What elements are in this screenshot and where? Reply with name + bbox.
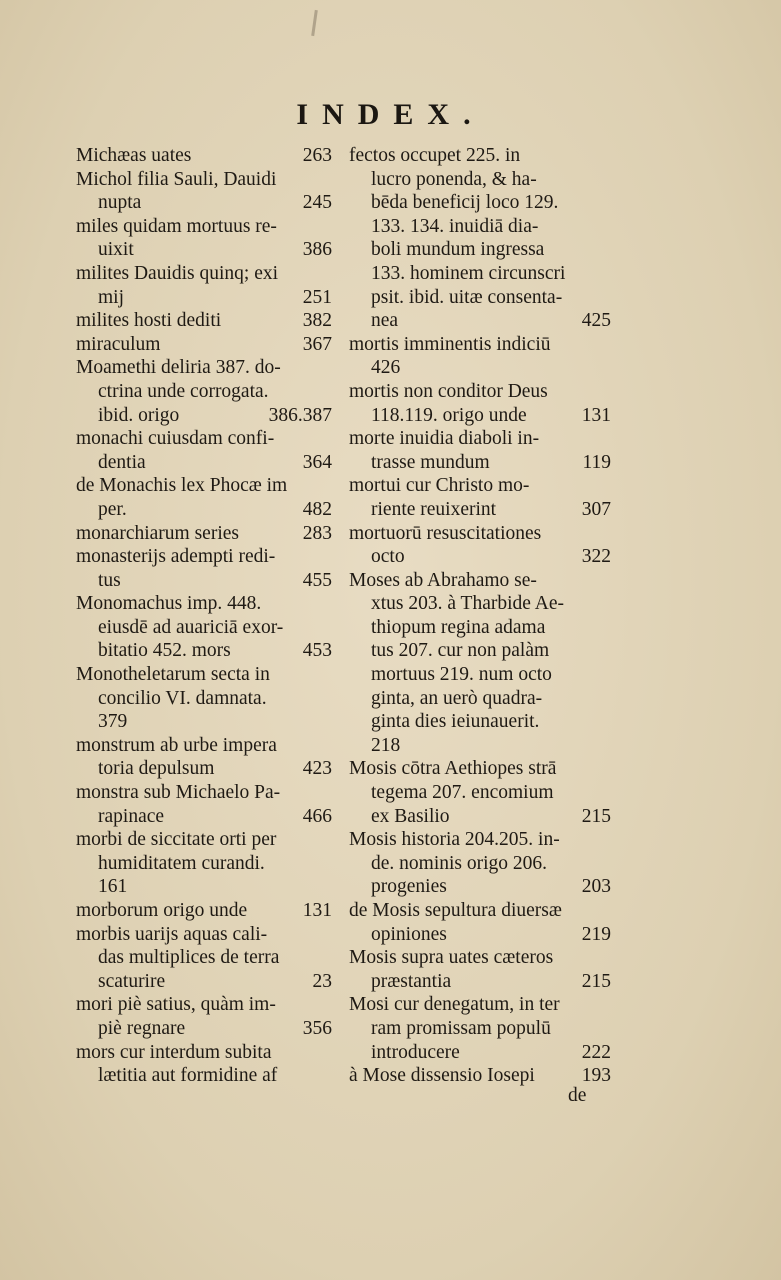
index-entry: [349, 757, 611, 828]
entry-line: [349, 781, 611, 805]
page-ref: 131: [581, 404, 611, 426]
entry-text: scaturire: [98, 970, 166, 992]
entry-line: [76, 946, 332, 970]
entry-line: [76, 215, 332, 239]
entry-line: [76, 663, 332, 687]
entry-text: opiniones: [371, 923, 447, 945]
page-ref: [326, 923, 332, 947]
index-entry: [76, 215, 332, 262]
page-ref: [326, 262, 332, 286]
page-ref: [326, 474, 332, 498]
page-header: INDEX.: [296, 98, 485, 131]
page-ref: 219: [581, 923, 611, 945]
entry-text: psit. ibid. uitæ consenta-: [371, 286, 563, 308]
entry-text: mortis imminentis indiciū: [349, 333, 551, 355]
entry-line: [76, 309, 332, 333]
entry-text: de Mosis sepultura diuersæ: [349, 900, 562, 921]
page-ref: [605, 946, 611, 970]
entry-line: [349, 757, 611, 781]
page-ref: 322: [581, 546, 611, 568]
entry-text: Moamethi deliria 387. do-: [76, 357, 281, 379]
page-ref: 23: [312, 970, 332, 992]
page-ref: [326, 1064, 332, 1088]
entry-text: morte inuidia diaboli in-: [349, 428, 540, 450]
entry-line: [76, 687, 332, 711]
entry-line: [76, 569, 332, 593]
index-entry: [76, 828, 332, 899]
entry-text: monarchiarum series: [76, 522, 239, 544]
entry-text: Mosi cur denegatum, in ter: [349, 994, 560, 1016]
index-entry: [76, 1041, 332, 1088]
entry-text: das multiplices de terra: [98, 947, 280, 969]
page-ref: 251: [302, 286, 332, 308]
index-entry: [76, 262, 332, 309]
page-ref: [326, 1041, 332, 1065]
entry-line: [349, 569, 611, 593]
page-ref: [326, 687, 332, 711]
index-entry: [76, 356, 332, 427]
entry-line: [349, 710, 611, 734]
entry-line: [349, 875, 611, 899]
page-ref: 482: [302, 498, 332, 520]
entry-line: [76, 498, 332, 522]
entry-line: [76, 970, 332, 994]
entry-line: [76, 616, 332, 640]
page-ref: [605, 734, 611, 758]
entry-line: [349, 522, 611, 546]
page-ref: [605, 616, 611, 640]
entry-text: de. nominis origo 206.: [371, 852, 548, 874]
entry-text: ctrina unde corrogata.: [98, 380, 269, 402]
index-entry: [349, 569, 611, 758]
entry-line: [76, 1017, 332, 1041]
entry-line: [349, 333, 611, 357]
page-ref: 283: [302, 522, 332, 544]
entry-line: [76, 238, 332, 262]
entry-line: [349, 805, 611, 829]
entry-line: [76, 899, 332, 923]
entry-text: lucro ponenda, & ha-: [371, 168, 537, 190]
entry-line: [76, 734, 332, 758]
index-entry: [76, 427, 332, 474]
entry-line: [76, 474, 332, 498]
page-ref: [605, 592, 611, 616]
index-entry: [76, 592, 332, 663]
entry-line: [76, 781, 332, 805]
index-entry: [76, 899, 332, 923]
page-ref: [605, 1017, 611, 1041]
index-column-left: [76, 144, 332, 1088]
entry-text: miraculum: [76, 333, 161, 355]
entry-text: monstra sub Michaelo Pa-: [76, 782, 281, 804]
entry-line: [76, 875, 332, 899]
entry-line: [349, 498, 611, 522]
page-ref: [326, 828, 332, 852]
page-ref: [326, 616, 332, 640]
entry-text: tegema 207. encomium: [371, 782, 554, 804]
entry-line: [76, 545, 332, 569]
entry-line: [349, 1041, 611, 1065]
page-ref: 367: [302, 333, 332, 355]
page-ref: [605, 333, 611, 357]
entry-text: eiusdē ad auariciā exor-: [98, 616, 284, 638]
page-ref: [605, 215, 611, 239]
entry-text: 133. hominem circunscri: [371, 262, 566, 284]
entry-text: ex Basilio: [371, 805, 450, 827]
page-ref: [326, 427, 332, 451]
entry-line: [76, 380, 332, 404]
page-ref: 215: [581, 805, 611, 827]
catchword: de: [568, 1085, 587, 1106]
entry-line: [349, 1017, 611, 1041]
page-ref: [605, 238, 611, 262]
page-ref: [605, 828, 611, 852]
page-ref: 215: [581, 970, 611, 992]
entry-text: à Mose dissensio Iosepi: [349, 1065, 535, 1087]
index-entry: [76, 168, 332, 215]
entry-line: [76, 286, 332, 310]
entry-text: Mosis historia 204.205. in-: [349, 829, 560, 851]
entry-line: [349, 215, 611, 239]
entry-text: 379: [98, 711, 128, 733]
entry-text: Monomachus imp. 448.: [76, 593, 262, 615]
page-ref: [605, 710, 611, 734]
entry-line: [349, 191, 611, 215]
page-ref: [326, 592, 332, 616]
entry-text: mori piè satius, quàm im-: [76, 994, 276, 1016]
entry-text: Monotheletarum secta in: [76, 664, 270, 686]
entry-text: monachi cuiusdam confi-: [76, 428, 275, 450]
page-ref: [605, 522, 611, 546]
entry-text: fectos occupet 225. in: [349, 145, 521, 166]
entry-line: [349, 734, 611, 758]
entry-text: Mosis supra uates cæteros: [349, 947, 554, 969]
entry-text: ibid. origo: [98, 404, 180, 426]
entry-text: mortuorū resuscitationes: [349, 522, 542, 544]
entry-text: ginta dies ieiunauerit.: [371, 711, 540, 733]
entry-text: mortuus 219. num octo: [371, 664, 552, 686]
entry-line: [349, 474, 611, 498]
entry-line: [76, 333, 332, 357]
entry-line: [76, 805, 332, 829]
entry-line: [76, 427, 332, 451]
page-ref: [326, 993, 332, 1017]
entry-text: 218: [371, 734, 401, 756]
entry-text: mortis non conditor Deus: [349, 380, 548, 402]
page-ref: [605, 144, 611, 168]
entry-line: [349, 828, 611, 852]
page-ref: [605, 899, 611, 923]
page-ref: 245: [302, 192, 332, 214]
page-ref: [605, 639, 611, 663]
entry-line: [76, 522, 332, 546]
entry-text: xtus 203. à Tharbide Ae-: [371, 593, 564, 615]
entry-text: bēda beneficij loco 129.: [371, 192, 559, 214]
page-ref: [326, 215, 332, 239]
entry-line: [349, 616, 611, 640]
entry-text: progenies: [371, 876, 447, 898]
entry-line: [349, 238, 611, 262]
entry-line: [349, 404, 611, 428]
entry-text: 133. 134. inuidiā dia-: [371, 215, 539, 237]
page-ref: [605, 262, 611, 286]
entry-line: [76, 356, 332, 380]
page-ref: [326, 875, 332, 899]
entry-text: riente reuixerint: [371, 498, 497, 520]
entry-text: introducere: [371, 1041, 460, 1063]
entry-line: [349, 427, 611, 451]
page-ref: 263: [302, 145, 332, 166]
entry-line: [76, 191, 332, 215]
entry-line: [349, 946, 611, 970]
page-ref: 423: [302, 758, 332, 780]
entry-line: [349, 639, 611, 663]
page-ref: [605, 474, 611, 498]
entry-line: [349, 663, 611, 687]
page-ref: [605, 356, 611, 380]
entry-text: milites hosti dediti: [76, 310, 222, 332]
entry-text: boli mundum ingressa: [371, 239, 545, 261]
index-entry: [349, 474, 611, 521]
entry-text: morborum origo unde: [76, 900, 248, 921]
entry-text: 161: [98, 876, 128, 898]
entry-line: [349, 899, 611, 923]
page-ref: [326, 852, 332, 876]
page-ref: 382: [302, 310, 332, 332]
page-ref: 386: [302, 239, 332, 261]
index-entry: [76, 923, 332, 994]
entry-line: [349, 286, 611, 310]
page-ref: [605, 168, 611, 192]
entry-line: [76, 923, 332, 947]
index-entry: [349, 333, 611, 380]
entry-line: [76, 451, 332, 475]
page-ref: [605, 781, 611, 805]
entry-line: [76, 1064, 332, 1088]
entry-line: [349, 923, 611, 947]
entry-line: [349, 356, 611, 380]
index-entry: [349, 380, 611, 427]
entry-text: mors cur interdum subita: [76, 1041, 272, 1063]
entry-text: piè regnare: [98, 1017, 186, 1039]
entry-text: Michæas uates: [76, 145, 192, 166]
entry-text: trasse mundum: [371, 451, 490, 473]
entry-text: 426: [371, 357, 401, 379]
entry-text: per.: [98, 498, 127, 520]
entry-text: thiopum regina adama: [371, 616, 546, 638]
page-ref: [326, 946, 332, 970]
page-ref: [326, 710, 332, 734]
entry-text: monstrum ab urbe impera: [76, 734, 277, 756]
entry-text: bitatio 452. mors: [98, 640, 231, 662]
page-ref: 455: [302, 569, 332, 591]
index-entry: [349, 522, 611, 569]
page-ref: 466: [302, 805, 332, 827]
entry-text: nupta: [98, 192, 142, 214]
entry-line: [349, 262, 611, 286]
entry-text: præstantia: [371, 970, 452, 992]
page-ref: [605, 427, 611, 451]
page-ref: [605, 380, 611, 404]
index-entry: [76, 522, 332, 546]
entry-line: [76, 144, 332, 168]
entry-line: [349, 309, 611, 333]
entry-text: ginta, an uerò quadra-: [371, 687, 543, 709]
page-ref: 203: [581, 876, 611, 898]
entry-line: [349, 970, 611, 994]
entry-text: miles quidam mortuus re-: [76, 215, 277, 237]
page-ref: 364: [302, 451, 332, 473]
page-ref: [605, 757, 611, 781]
page-ref: 386.387: [268, 404, 332, 426]
entry-line: [349, 545, 611, 569]
page-ref: 356: [302, 1017, 332, 1039]
index-entry: [76, 663, 332, 734]
entry-text: rapinace: [98, 805, 165, 827]
entry-text: uixit: [98, 239, 134, 261]
page-ref: [605, 687, 611, 711]
entry-text: de Monachis lex Phocæ im: [76, 475, 288, 497]
page-ref: [326, 168, 332, 192]
entry-text: toria depulsum: [98, 758, 215, 780]
entry-line: [76, 404, 332, 428]
entry-text: dentia: [98, 451, 146, 473]
entry-text: lætitia aut formidine af: [98, 1065, 278, 1087]
index-entry: [349, 427, 611, 474]
entry-line: [349, 687, 611, 711]
entry-text: morbi de siccitate orti per: [76, 829, 277, 851]
entry-line: [76, 993, 332, 1017]
page-ref: [326, 356, 332, 380]
index-entry: [76, 144, 332, 168]
entry-line: [76, 592, 332, 616]
entry-line: [349, 993, 611, 1017]
index-entry: [76, 474, 332, 521]
page-ref: [605, 663, 611, 687]
page-ref: [326, 545, 332, 569]
page-ref: [605, 993, 611, 1017]
index-entry: [76, 545, 332, 592]
entry-text: mij: [98, 286, 125, 308]
index-entry: [349, 946, 611, 993]
entry-line: [76, 757, 332, 781]
entry-text: 118.119. origo unde: [371, 404, 527, 426]
index-entry: [349, 144, 611, 333]
entry-text: monasterijs adempti redi-: [76, 546, 276, 568]
index-entry: [349, 828, 611, 899]
entry-line: [76, 168, 332, 192]
entry-text: concilio VI. damnata.: [98, 687, 267, 709]
index-column-right: [349, 144, 611, 1088]
index-entry: [349, 993, 611, 1064]
entry-line: [349, 380, 611, 404]
entry-line: [76, 1041, 332, 1065]
entry-text: nea: [371, 310, 399, 332]
page-ref: [605, 569, 611, 593]
page-ref: 425: [581, 310, 611, 332]
entry-text: milites Dauidis quinq; exi: [76, 262, 279, 284]
page-ref: 453: [302, 640, 332, 662]
entry-text: octo: [371, 546, 405, 568]
entry-line: [76, 852, 332, 876]
page-ref: 193: [581, 1065, 611, 1087]
entry-line: [76, 639, 332, 663]
entry-text: morbis uarijs aquas cali-: [76, 923, 268, 945]
page-ref: 131: [302, 900, 332, 921]
index-entry: [76, 781, 332, 828]
page-ref: [326, 781, 332, 805]
page-ref: [326, 380, 332, 404]
index-entry: [76, 993, 332, 1040]
page-ref: [605, 286, 611, 310]
page-ref: [326, 663, 332, 687]
page-ref: 307: [581, 498, 611, 520]
index-entry: [76, 309, 332, 333]
entry-line: [76, 262, 332, 286]
entry-line: [76, 828, 332, 852]
page-ref: 119: [582, 451, 611, 473]
index-entry: [76, 333, 332, 357]
ink-mark: [311, 10, 318, 36]
entry-text: tus 207. cur non palàm: [371, 640, 550, 662]
page-ref: [326, 734, 332, 758]
entry-text: Mosis cōtra Aethiopes strā: [349, 758, 557, 780]
entry-line: [349, 592, 611, 616]
entry-text: mortui cur Christo mo-: [349, 475, 530, 497]
entry-text: Moses ab Abrahamo se-: [349, 569, 537, 591]
entry-line: [349, 451, 611, 475]
entry-line: [349, 144, 611, 168]
entry-line: [349, 168, 611, 192]
entry-text: ram promissam populū: [371, 1017, 551, 1039]
index-entry: [76, 734, 332, 781]
entry-line: [76, 710, 332, 734]
page-ref: [605, 852, 611, 876]
entry-line: [349, 852, 611, 876]
page-ref: [605, 191, 611, 215]
page-ref: 222: [581, 1041, 611, 1063]
entry-text: humiditatem curandi.: [98, 852, 265, 874]
entry-text: tus: [98, 569, 121, 591]
index-entry: [349, 899, 611, 946]
entry-text: Michol filia Sauli, Dauidi: [76, 168, 277, 190]
